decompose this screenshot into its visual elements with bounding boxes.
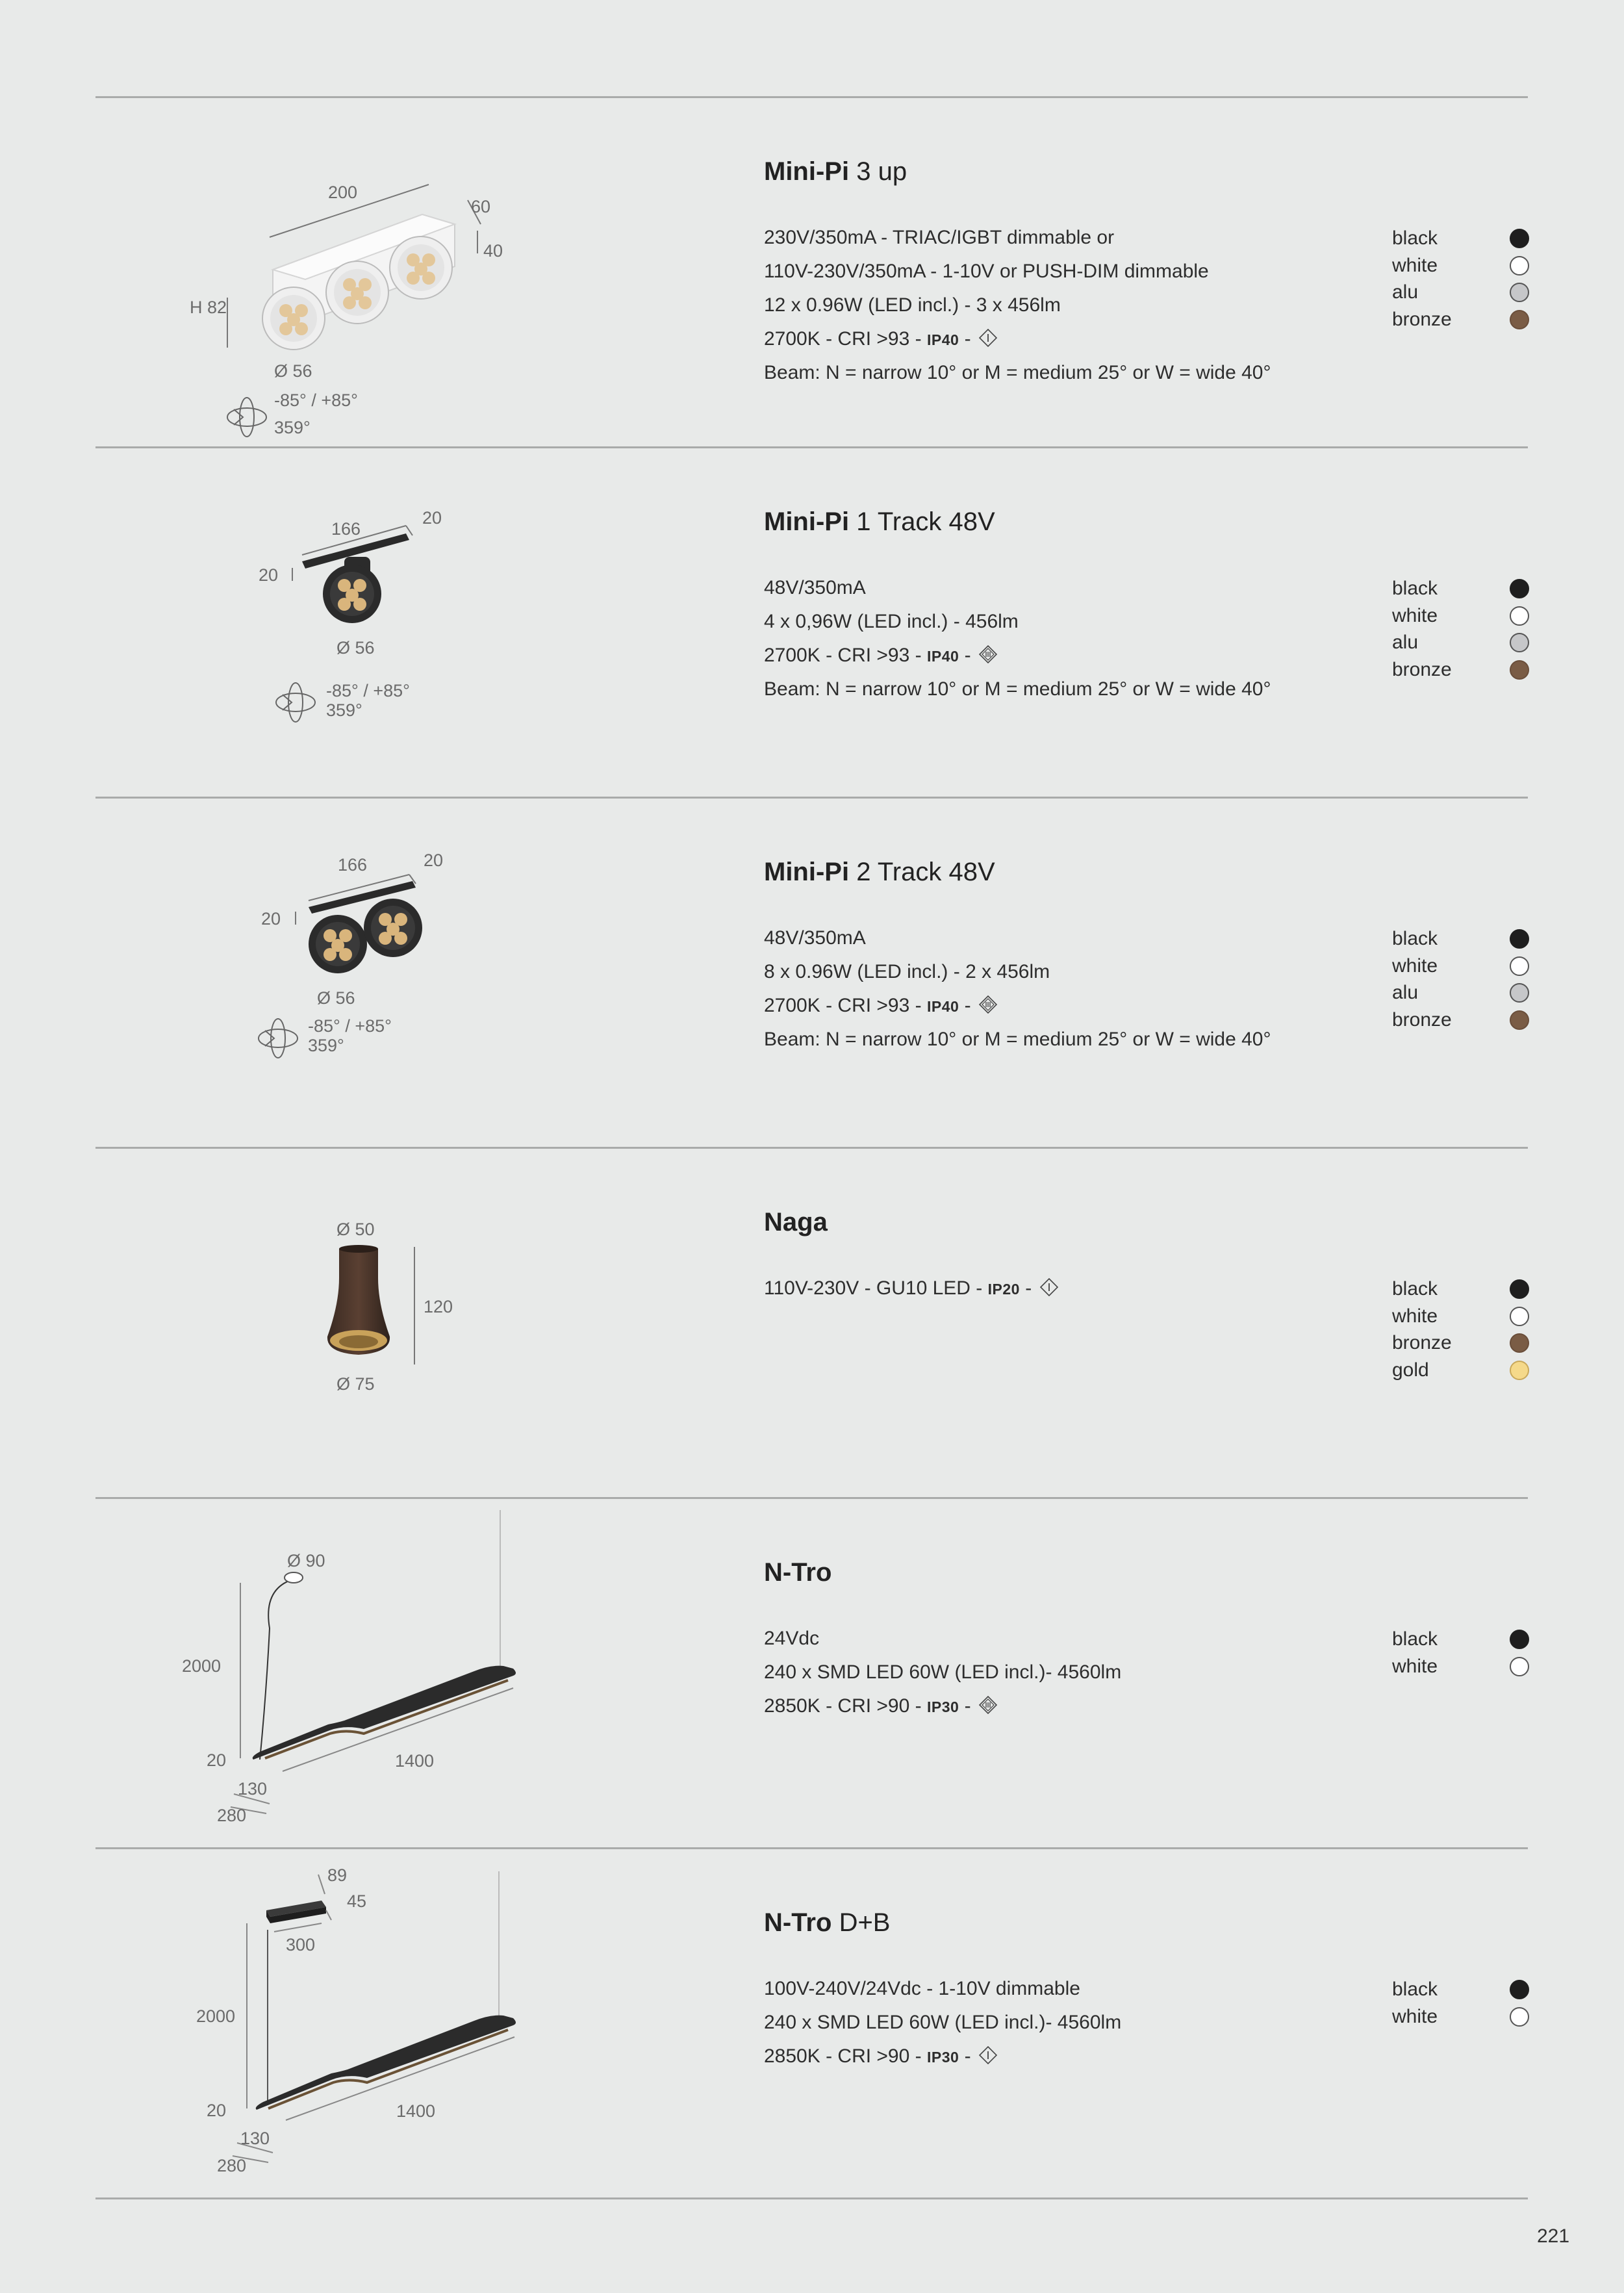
dimension-label: 20	[422, 508, 442, 528]
color-swatch	[1510, 2007, 1529, 2027]
mini-pi-1-track-drawing	[149, 448, 604, 797]
class-i-icon	[979, 2046, 997, 2064]
page-number: 221	[1537, 2225, 1570, 2247]
product-title	[764, 507, 995, 537]
product-drawing	[149, 1498, 604, 1847]
dimension-label: 89	[327, 1865, 348, 1885]
color-swatch	[1510, 956, 1529, 976]
color-swatch	[1510, 1980, 1529, 1999]
dimension-label: 130	[238, 1779, 268, 1799]
dimension-label: 280	[217, 2156, 247, 2175]
spec-list	[764, 221, 1271, 390]
product-name: Mini-Pi	[764, 858, 850, 886]
dimension-label: 20	[207, 2101, 227, 2120]
color-swatch	[1510, 229, 1529, 248]
spec-separator: -	[959, 995, 971, 1016]
spec-list	[764, 1972, 1121, 2073]
color-swatch	[1510, 1279, 1529, 1299]
finish-label: black	[1392, 1628, 1438, 1650]
finish-label: gold	[1392, 1359, 1429, 1381]
spec-text: 110V-230V - GU10 LED -	[764, 1277, 988, 1299]
product-name: Naga	[764, 1208, 828, 1236]
finish-label: black	[1392, 1979, 1438, 2000]
spot-head	[326, 261, 388, 324]
finish-label: black	[1392, 1278, 1438, 1300]
dimension-label: 280	[217, 1806, 247, 1825]
finish-label: bronze	[1392, 658, 1452, 680]
product-drawing	[149, 798, 604, 1147]
dimension-label: Ø 56	[336, 638, 375, 658]
spec-separator: -	[959, 645, 971, 666]
finish-label: alu	[1392, 281, 1419, 303]
product-variant: 1 Track 48V	[856, 507, 995, 536]
spec-separator: -	[959, 1695, 971, 1717]
spec-line: 48V/350mA	[764, 927, 866, 949]
tilt-angle-label: -85° / +85°	[326, 681, 410, 700]
dimension-label: 1400	[395, 1751, 435, 1771]
color-swatch	[1510, 310, 1529, 329]
color-swatch	[1510, 283, 1529, 302]
finish-list	[1392, 225, 1532, 333]
spec-line	[764, 1272, 1058, 1305]
finish-white	[1392, 252, 1532, 279]
color-swatch	[1510, 633, 1529, 652]
finish-white	[1392, 1653, 1532, 1680]
finish-white	[1392, 953, 1532, 980]
mini-pi-3-up-drawing	[149, 97, 604, 446]
spec-line: 110V-230V/350mA - 1-10V or PUSH-DIM dimmable	[764, 261, 1209, 282]
divider-rule	[95, 2197, 1528, 2199]
n-tro-drawing	[149, 1498, 604, 1847]
spec-list	[764, 1622, 1121, 1723]
color-swatch	[1510, 1630, 1529, 1649]
dimension-label: Ø 50	[336, 1220, 375, 1239]
product-title	[764, 858, 995, 887]
spot-head	[323, 565, 381, 623]
product-variant: D+B	[839, 1908, 891, 1937]
spec-list	[764, 1272, 1058, 1305]
spec-separator: -	[959, 328, 971, 350]
product-mini-pi-1-track	[0, 448, 1624, 797]
class-iii-icon	[979, 995, 997, 1014]
finish-bronze	[1392, 306, 1532, 333]
spec-line	[764, 2040, 1121, 2073]
finish-black	[1392, 1626, 1532, 1653]
dimension-label: 20	[261, 909, 281, 929]
ip-rating: IP40	[926, 998, 959, 1015]
spot-head	[309, 915, 367, 973]
tilt-angle-label: -85° / +85°	[274, 391, 358, 410]
ip-rating: IP30	[926, 1698, 959, 1715]
finish-label: white	[1392, 1305, 1438, 1327]
color-swatch	[1510, 1307, 1529, 1326]
finish-label: black	[1392, 928, 1438, 949]
finish-label: bronze	[1392, 308, 1452, 330]
dimension-label: Ø 56	[317, 988, 355, 1008]
finish-label: bronze	[1392, 1332, 1452, 1353]
spec-line: 100V-240V/24Vdc - 1-10V dimmable	[764, 1978, 1080, 1999]
spec-line: 230V/350mA - TRIAC/IGBT dimmable or	[764, 227, 1115, 248]
spec-line	[764, 989, 1271, 1023]
color-swatch	[1510, 256, 1529, 275]
dimension-label: 166	[338, 855, 368, 875]
naga-drawing	[149, 1148, 604, 1497]
rotation-angle-label: 359°	[274, 418, 311, 437]
dimension-label: 20	[207, 1750, 227, 1770]
n-tro-d-b-drawing	[149, 1849, 604, 2197]
dimension-label: 1400	[396, 2101, 436, 2121]
finish-bronze	[1392, 1006, 1532, 1034]
product-title	[764, 1208, 828, 1237]
product-drawing	[149, 97, 604, 446]
spec-line: 240 x SMD LED 60W (LED incl.)- 4560lm	[764, 1661, 1122, 1683]
color-swatch	[1510, 606, 1529, 626]
color-swatch	[1510, 1657, 1529, 1676]
finish-list	[1392, 1976, 1532, 2030]
dimension-label: 40	[483, 241, 503, 261]
color-swatch	[1510, 660, 1529, 680]
spec-text: 2700K - CRI >93 -	[764, 995, 927, 1016]
finish-alu	[1392, 279, 1532, 306]
class-iii-icon	[979, 1696, 997, 1714]
spot-head	[262, 287, 325, 350]
rotation-icon	[259, 1019, 298, 1058]
rotation-icon	[276, 683, 315, 722]
finish-white	[1392, 2003, 1532, 2030]
dimension-label: 120	[424, 1297, 453, 1316]
finish-label: white	[1392, 604, 1438, 626]
spec-line: Beam: N = narrow 10° or M = medium 25° or W = wide 40°	[764, 678, 1271, 700]
ip-rating: IP20	[987, 1281, 1020, 1298]
product-title	[764, 157, 907, 186]
finish-list	[1392, 1275, 1532, 1383]
dimension-label: 45	[347, 1891, 367, 1911]
product-mini-pi-3-up	[0, 97, 1624, 446]
spec-line	[764, 322, 1271, 356]
product-n-tro	[0, 1498, 1624, 1847]
finish-black	[1392, 225, 1532, 252]
color-swatch	[1510, 983, 1529, 1003]
dimension-label: 20	[424, 851, 444, 870]
product-name: Mini-Pi	[764, 507, 850, 536]
color-swatch	[1510, 1010, 1529, 1030]
spec-separator: -	[959, 2045, 971, 2067]
rotation-angle-label: 359°	[308, 1036, 344, 1055]
dimension-label: 20	[259, 565, 279, 585]
product-name: N-Tro	[764, 1558, 832, 1587]
product-mini-pi-2-track	[0, 798, 1624, 1147]
class-i-icon	[979, 329, 997, 347]
finish-bronze	[1392, 1329, 1532, 1357]
rotation-angle-label: 359°	[326, 700, 362, 720]
tilt-angle-label: -85° / +85°	[308, 1016, 392, 1036]
spec-text: 2700K - CRI >93 -	[764, 328, 927, 350]
spec-line: Beam: N = narrow 10° or M = medium 25° or W = wide 40°	[764, 362, 1271, 383]
dimension-label: 166	[331, 519, 361, 539]
finish-black	[1392, 1275, 1532, 1303]
ip-rating: IP40	[926, 331, 959, 348]
spec-line: 24Vdc	[764, 1628, 820, 1649]
ip-rating: IP30	[926, 2049, 959, 2066]
spec-list	[764, 921, 1271, 1057]
spot-head	[390, 237, 452, 299]
dimension-label: Ø 90	[287, 1551, 325, 1570]
finish-white	[1392, 602, 1532, 630]
product-title	[764, 1558, 831, 1587]
class-iii-icon	[979, 645, 997, 663]
ip-rating: IP40	[926, 648, 959, 665]
finish-black	[1392, 1976, 1532, 2003]
rotation-icon	[227, 398, 266, 437]
finish-label: bronze	[1392, 1008, 1452, 1031]
dimension-label: Ø 75	[336, 1374, 375, 1394]
finish-gold	[1392, 1357, 1532, 1384]
finish-label: black	[1392, 227, 1438, 249]
product-title	[764, 1908, 891, 1938]
dimension-label: 300	[286, 1935, 316, 1954]
spec-line	[764, 1689, 1121, 1723]
dimension-label: 2000	[196, 2006, 236, 2026]
spec-line: Beam: N = narrow 10° or M = medium 25° or W = wide 40°	[764, 1029, 1271, 1050]
finish-label: alu	[1392, 982, 1419, 1003]
product-variant: 2 Track 48V	[856, 858, 995, 886]
dimension-label: 130	[240, 2129, 270, 2148]
color-swatch	[1510, 1333, 1529, 1353]
finish-white	[1392, 1303, 1532, 1330]
dimension-label: 2000	[182, 1656, 222, 1676]
finish-label: black	[1392, 578, 1438, 599]
spec-separator: -	[1019, 1277, 1032, 1299]
dimension-label: 60	[471, 197, 491, 216]
spec-line	[764, 639, 1271, 673]
color-swatch	[1510, 929, 1529, 949]
finish-black	[1392, 575, 1532, 602]
finish-label: alu	[1392, 632, 1419, 653]
color-swatch	[1510, 579, 1529, 598]
finish-list	[1392, 575, 1532, 683]
finish-black	[1392, 925, 1532, 953]
finish-bronze	[1392, 656, 1532, 684]
product-drawing	[149, 448, 604, 797]
product-variant: 3 up	[856, 157, 907, 186]
spec-line: 8 x 0.96W (LED incl.) - 2 x 456lm	[764, 961, 1050, 982]
spec-text: 2850K - CRI >90 -	[764, 2045, 927, 2067]
spec-text: 2850K - CRI >90 -	[764, 1695, 927, 1717]
finish-alu	[1392, 629, 1532, 656]
spot-head	[364, 899, 422, 957]
finish-alu	[1392, 979, 1532, 1006]
dimension-label: H 82	[190, 298, 227, 317]
spec-line: 48V/350mA	[764, 577, 866, 598]
dimension-label: Ø 56	[274, 361, 312, 381]
spec-line: 4 x 0,96W (LED incl.) - 456lm	[764, 611, 1019, 632]
product-name: N-Tro	[764, 1908, 832, 1937]
class-i-icon	[1040, 1278, 1058, 1296]
color-swatch	[1510, 1361, 1529, 1380]
dimension-label: 200	[328, 183, 358, 202]
finish-label: white	[1392, 954, 1438, 977]
spec-line: 240 x SMD LED 60W (LED incl.)- 4560lm	[764, 2012, 1122, 2033]
spec-text: 2700K - CRI >93 -	[764, 645, 927, 666]
product-name: Mini-Pi	[764, 157, 850, 186]
spec-list	[764, 571, 1271, 706]
finish-label: white	[1392, 1655, 1438, 1677]
mini-pi-2-track-drawing	[149, 798, 604, 1147]
product-drawing	[149, 1849, 604, 2197]
finish-list	[1392, 925, 1532, 1033]
product-n-tro-d-b	[0, 1849, 1624, 2197]
finish-list	[1392, 1626, 1532, 1680]
product-naga	[0, 1148, 1624, 1497]
finish-label: white	[1392, 254, 1438, 276]
finish-label: white	[1392, 2005, 1438, 2027]
spec-line: 12 x 0.96W (LED incl.) - 3 x 456lm	[764, 294, 1061, 316]
product-drawing	[149, 1148, 604, 1497]
